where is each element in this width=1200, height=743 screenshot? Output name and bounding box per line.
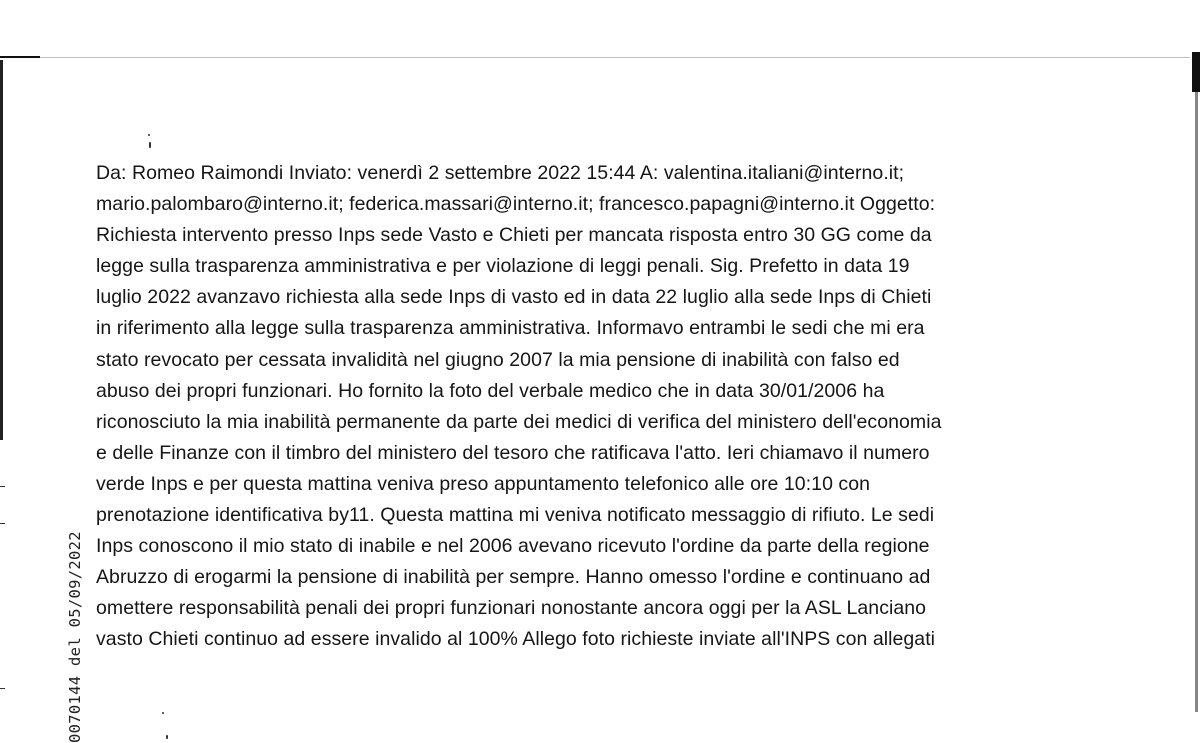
- text-line: Da: Romeo Raimondi Inviato: venerdì 2 settembre 2022 15:44 A: valentina.italiani@interno.it;: [96, 162, 905, 184]
- text-line: Richiesta intervento presso Inps sede Vasto e Chieti per mancata risposta entro 30 GG come da: [96, 224, 932, 247]
- text-line: Abruzzo di erogarmi la pensione di inabilità per sempre. Hanno omesso l'ordine e continuano ad: [96, 566, 931, 589]
- scan-mark: [0, 688, 5, 689]
- text-line: omettere responsabilità penali dei propri funzionari nonostante ancora oggi per la ASL Lanciano: [96, 597, 927, 620]
- scan-speck: [166, 735, 168, 739]
- text-line: abuso dei propri funzionari. Ho fornito la foto del verbale medico che in data 30/01/2006 ha: [96, 379, 885, 402]
- scan-speck: [148, 134, 150, 136]
- scan-speck: [162, 712, 164, 714]
- text-line: prenotazione identificativa by11. Questa mattina mi veniva notificato messaggio di rifiuto. Le sedi: [96, 504, 935, 527]
- protocol-stamp: 0070144 del 05/09/2022: [66, 531, 84, 743]
- text-line: in riferimento alla legge sulla trasparenza amministrativa. Informavo entrambi le sedi che mi era: [96, 317, 925, 340]
- text-line: vasto Chieti continuo ad essere invalido al 100% Allego foto richieste inviate all'INPS con allegati: [96, 628, 936, 651]
- scan-border-left: [0, 60, 3, 440]
- scan-mark: [0, 486, 5, 487]
- scan-mark: [0, 523, 5, 524]
- text-line: mario.palombaro@interno.it; federica.massari@interno.it; francesco.papagni@interno.it Oggetto:: [96, 193, 936, 216]
- scan-border-right-edge: [1195, 92, 1198, 712]
- scan-speck: [149, 142, 151, 148]
- text-line: luglio 2022 avanzavo richiesta alla sede Inps di vasto ed in data 22 luglio alla sede Inps di Chieti: [96, 286, 932, 309]
- scan-border-top-faint: [40, 57, 1190, 58]
- email-body: [96, 158, 1106, 656]
- text-line: legge sulla trasparenza amministrativa e per violazione di leggi penali. Sig. Prefetto in data 19: [96, 255, 910, 278]
- text-line: Inps conoscono il mio stato di inabile e nel 2006 avevano ricevuto l'ordine da parte della regione: [96, 535, 930, 558]
- text-line: riconosciuto la mia inabilità permanente da parte dei medici di verifica del ministero dell'economia: [96, 410, 942, 433]
- scan-border-right: [1192, 52, 1200, 92]
- text-line: e delle Finanze con il timbro del ministero del tesoro che ratificava l'atto. Ieri chiamavo il numero: [96, 441, 930, 464]
- scan-border-top: [0, 56, 40, 58]
- text-line: stato revocato per cessata invalidità nel giugno 2007 la mia pensione di inabilità con falso ed: [96, 348, 900, 371]
- text-line: verde Inps e per questa mattina veniva preso appuntamento telefonico alle ore 10:10 con: [96, 472, 871, 495]
